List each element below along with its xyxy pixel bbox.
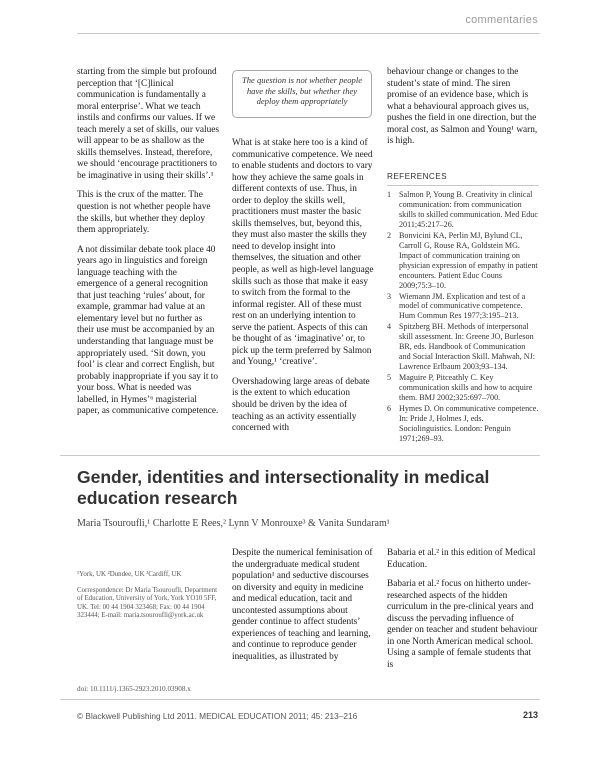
- references-rule: [387, 185, 539, 186]
- paragraph: Babaria et al.² in this edition of Medical Education.: [387, 548, 536, 570]
- column-3: [387, 67, 539, 156]
- references-list: [387, 190, 539, 445]
- paragraph: What is at stake here too is a kind of communicative competence. We need to enable students and doctors to vary how they achieve the same goals in different contexts of use. Thus, in order to deploy the skills well, practitioners must master the basic skills themselves, but, beyond this, they must also master the skills they need to develop insight into themselves, the situation and other people, as well as high-level language skills such as those that make it easy to switch from the formal to the informal register. All of these must rest on an underlying intention to serve the patient. Aspects of this can be thought of as ‘imaginative’ or, to pick up the term preferred by Salmon and Young,¹ ‘creative’.: [232, 138, 374, 368]
- references-heading: REFERENCES: [387, 172, 447, 181]
- article-column-1: [232, 548, 375, 671]
- affiliations: ¹York, UK ²Dundee, UK ³Cardiff, UK: [77, 571, 182, 578]
- correspondence: Correspondence: Dr Maria Tsouroufli, Department of Education, University of York, York YO10 5FF, UK. Tel: 00 44 1904 323468; Fax: 00 44 1904 323444; E-mail: maria.tsouroufli@york.ac.uk: [77, 586, 218, 620]
- article-column-2: [387, 548, 539, 679]
- reference-text: Hymes D. On communicative competence. In: Pride J, Holmes J, eds. Sociolinguistics. London: Penguin 1971;269–93.: [399, 404, 539, 443]
- reference-item: [387, 190, 539, 230]
- reference-number: 5: [387, 373, 392, 383]
- reference-item: [387, 404, 539, 444]
- footer-rule: [60, 699, 540, 700]
- reference-text: Salmon P, Young B. Creativity in clinical communication: from communication skills to skilled communication. Med Educ 2011;45:217–26.: [399, 190, 538, 229]
- paragraph: A not dissimilar debate took place 40 years ago in linguistics and foreign language teaching with the emergence of a general recognition that just teaching ‘rules’ about, for example, grammar had value at an elementary level but no further as their use must be accompanied by an understanding that language must be appropriately used. ‘Sit down, you fool’ is clear and correct English, but probably inappropriate if you say it to your boss. What is needed was labelled, in Hymes’⁶ magisterial paper, as communicative competence.: [77, 244, 219, 417]
- reference-number: 2: [387, 230, 392, 240]
- paragraph: Babaria et al.² focus on hitherto under-researched aspects of the hidden curriculum in the pre-clinical years and discuss the pervading influence of gender on teacher and student behaviour in one North American medical school. Using a sample of female students that is: [387, 579, 538, 670]
- section-divider: [60, 455, 540, 456]
- column-1: [77, 67, 219, 426]
- column-2: [232, 138, 375, 443]
- reference-item: [387, 322, 539, 372]
- paragraph: Despite the numerical feminisation of the undergraduate medical student population¹ and seductive discourses on diversity and equity in medicine and medical education, tacit and uncontested assumptions about gender continue to affect students’ experiences of teaching and learning, and continue to reproduce gender inequalities, as illustrated by: [232, 548, 373, 662]
- section-label: commentaries: [465, 14, 538, 26]
- paragraph: behaviour change or changes to the student’s state of mind. The siren promise of an evidence base, which is what a behavioural approach gives us, pushes the field in one direction, but the moral cost, as Salmon and Young¹ warn, is high.: [387, 67, 538, 147]
- reference-item: [387, 373, 539, 403]
- reference-text: Wiemann JM. Explication and test of a model of communicative competence. Hum Commun Res 1977;3:195–213.: [399, 291, 526, 321]
- article-title: Gender, identities and intersectionality in medical education research: [77, 467, 490, 508]
- reference-text: Bonvicini KA, Perlin MJ, Bylund CL, Carroll G, Rouse RA, Goldstein MG. Impact of communication training on physician expression of empathy in patient encounters. Patient Educ Couns 2009;75:3–10.: [399, 230, 538, 290]
- article-authors: Maria Tsouroufli,¹ Charlotte E Rees,² Lynn V Monrouxe³ & Vanita Sundaram¹: [77, 518, 390, 529]
- reference-item: [387, 231, 539, 291]
- paragraph: This is the crux of the matter. The question is not whether people have the skills, but whether they deploy them appropriately.: [77, 190, 211, 236]
- reference-text: Maguire P, Pitceathly C. Key communication skills and how to acquire them. BMJ 2002;325:697–700.: [399, 373, 533, 403]
- page-number: 213: [522, 710, 538, 720]
- reference-number: 4: [387, 322, 392, 332]
- paragraph: Overshadowing large areas of debate is the extent to which education should be driven by the idea of teaching as an activity essentially concerned with: [232, 376, 370, 434]
- paragraph: starting from the simple but profound perception that ‘[C]linical communication is fundamentally a moral enterprise’. What we teach instils and confirms our values. If we teach merely a set of skills, our values will appear to be as shallow as the skills themselves. Instead, therefore, we should ‘encourage practitioners to be imaginative in using their skills’.¹: [77, 67, 219, 181]
- doi: doi: 10.1111/j.1365-2923.2010.03908.x: [77, 685, 191, 693]
- reference-number: 3: [387, 291, 392, 301]
- reference-item: [387, 292, 539, 322]
- header-rule: [77, 33, 540, 34]
- reference-text: Spitzberg BH. Methods of interpersonal skill assessment. In: Greene JO, Burleson BR, eds. Handbook of Communication and Social Interaction Skill. Mahwah, NJ: Lawrence Erlbaum 2003;93–134.: [399, 322, 535, 372]
- reference-number: 1: [387, 190, 392, 199]
- reference-number: 6: [387, 404, 392, 414]
- affiliations-block: [77, 571, 222, 628]
- footer-copyright: © Blackwell Publishing Ltd 2011. MEDICAL EDUCATION 2011; 45: 213–216: [77, 711, 358, 721]
- pull-quote: The question is not whether people have the skills, but whether they deploy them appropriately: [232, 70, 372, 118]
